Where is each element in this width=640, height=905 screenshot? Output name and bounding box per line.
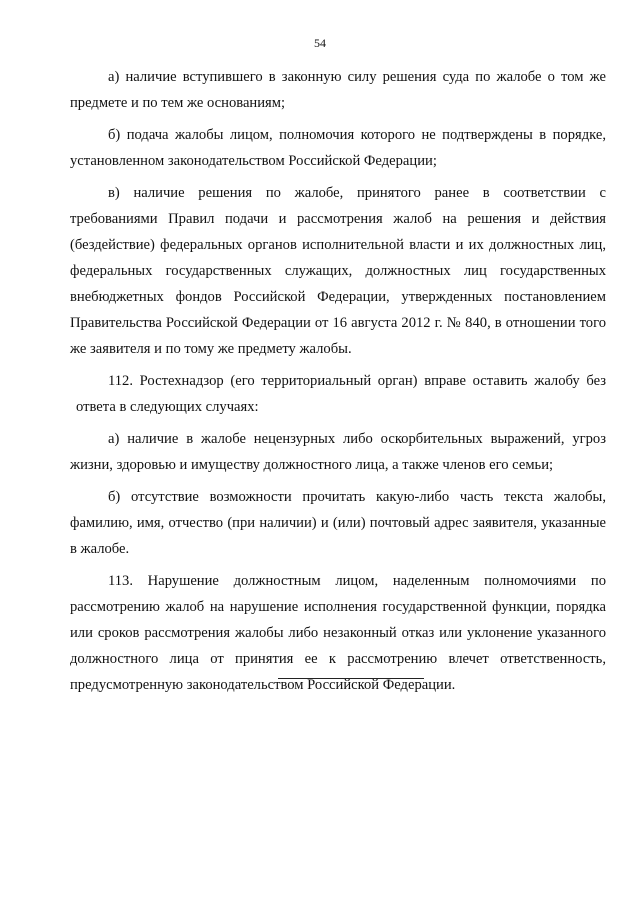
document-body [70, 64, 606, 704]
closing-rule-divider [278, 678, 424, 679]
paragraph-b-unauthorized-person: б) подача жалобы лицом, полномочия которого не подтверждены в порядке, установленном законодательством Российской Федерации; [70, 127, 606, 169]
page-number: 54 [314, 36, 326, 50]
paragraph-b-unreadable-text: б) отсутствие возможности прочитать какую-либо часть текста жалобы, фамилию, имя, отчество (при наличии) и (или) почтовый адрес заявителя, указанные в жалобе. [70, 489, 606, 557]
paragraph-113: 113. Нарушение должностным лицом, наделенным полномочиями по рассмотрению жалоб на нарушение исполнения государственной функции, порядка или сроков рассмотрения жалобы либо незаконный отказ или уклонение указанного должностного лица от принятия ее к рассмотрению влечет ответственность, предусмотренную законодательством Российской Федерации. [70, 573, 606, 693]
paragraph-112: 112. Ростехнадзор (его территориальный орган) вправе оставить жалобу без ответа в следующих случаях: [76, 373, 606, 415]
paragraph-a-obscene-language: а) наличие в жалобе нецензурных либо оскорбительных выражений, угроз жизни, здоровью и имуществу должностного лица, а также членов его семьи; [70, 431, 606, 473]
paragraph-a-court-decision: а) наличие вступившего в законную силу решения суда по жалобе о том же предмете и по тем же основаниям; [70, 69, 606, 111]
paragraph-v-previous-decision: в) наличие решения по жалобе, принятого ранее в соответствии с требованиями Правил подачи и рассмотрения жалоб на решения и действия (бездействие) федеральных органов исполнительной власти и их должностных лиц, федеральных государственных служащих, должностных лиц государственных внебюджетных фондов Российской Федерации, утвержденных постановлением Правительства Российской Федерации от 16 августа 2012 г. № 840, в отношении того же заявителя и по тому же предмету жалобы. [70, 185, 606, 357]
